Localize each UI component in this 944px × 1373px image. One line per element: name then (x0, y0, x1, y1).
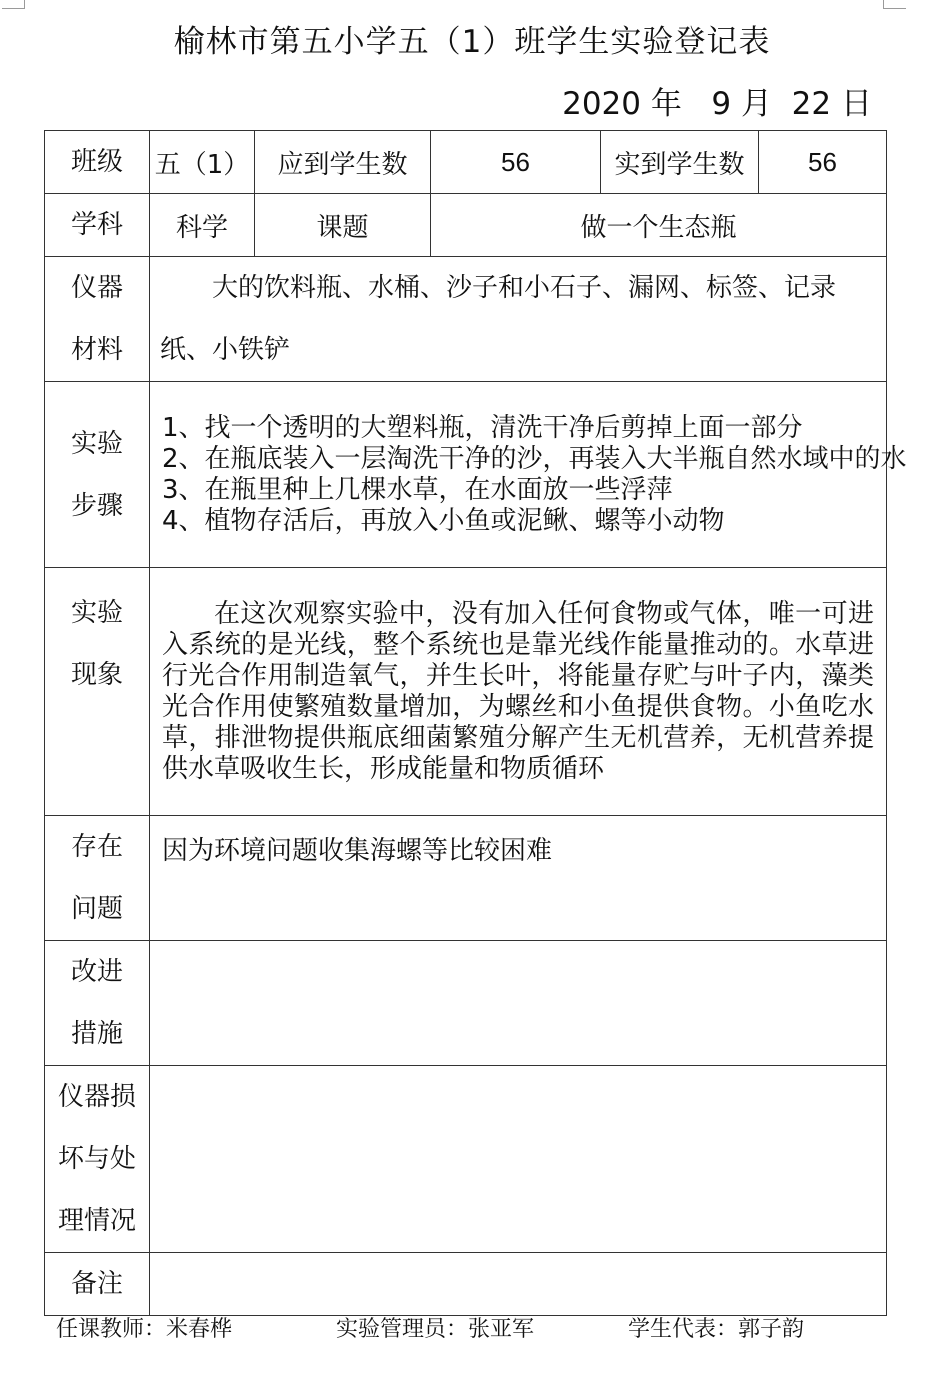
crop-mark-right (883, 0, 906, 9)
crop-mark-left (2, 0, 25, 9)
table-row-materials (45, 257, 887, 382)
materials-text: 大的饮料瓶、水桶、沙子和小石子、漏网、标签、记录纸、小铁铲 (150, 257, 887, 382)
subject-value: 科学 (150, 194, 255, 257)
step-item: 2、在瓶底装入一层淘洗干净的沙，再装入大半瓶自然水域中的水 (162, 443, 907, 474)
steps-list (150, 382, 907, 568)
expected-students-label: 应到学生数 (255, 131, 431, 194)
step-item: 4、植物存活后，再放入小鱼或泥鳅、螺等小动物 (162, 505, 725, 536)
damage-text (150, 1066, 887, 1253)
table-row-remarks (45, 1253, 887, 1316)
record-date: 2020 年 9 月 22 日 (562, 86, 872, 122)
problems-label-line2: 问题 (70, 894, 123, 924)
table-row-subject (45, 194, 887, 257)
topic-label: 课题 (255, 194, 431, 257)
expected-students-value: 56 (431, 131, 601, 194)
table-row-class (45, 131, 887, 194)
improvements-text (150, 941, 887, 1066)
topic-value: 做一个生态瓶 (431, 194, 887, 257)
improvements-label-line2: 措施 (70, 1019, 123, 1049)
actual-students-label: 实到学生数 (601, 131, 759, 194)
damage-label-line3: 理情况 (57, 1206, 136, 1236)
table-row-damage (45, 1066, 887, 1253)
improvements-label-line1: 改进 (70, 957, 123, 987)
materials-label-line2: 材料 (70, 335, 123, 365)
class-label: 班级 (45, 131, 150, 194)
actual-students-value: 56 (759, 131, 887, 194)
table-row-phenomena (45, 568, 887, 816)
steps-label-line1: 实验 (70, 428, 123, 459)
step-item: 3、在瓶里种上几棵水草，在水面放一些浮萍 (162, 474, 673, 505)
phenomena-label (45, 568, 150, 816)
remarks-text (150, 1253, 887, 1316)
table-row-steps (45, 382, 887, 568)
table-row-improvements (45, 941, 887, 1066)
experiment-record-table (44, 130, 907, 1316)
class-value: 五（1） (150, 131, 255, 194)
problems-text: 因为环境问题收集海螺等比较困难 (150, 816, 887, 941)
improvements-label (45, 941, 150, 1066)
phenomena-label-line1: 实验 (70, 598, 123, 628)
steps-label-line2: 步骤 (70, 490, 123, 521)
manager-signature: 实验管理员：张亚军 (336, 1317, 535, 1342)
problems-label (45, 816, 150, 941)
damage-label-line2: 坏与处 (57, 1144, 136, 1174)
damage-label (45, 1066, 150, 1253)
problems-label-line1: 存在 (70, 832, 123, 862)
table-row-problems (45, 816, 887, 941)
step-item: 1、找一个透明的大塑料瓶，清洗干净后剪掉上面一部分 (162, 412, 803, 443)
steps-label (45, 382, 150, 568)
subject-label: 学科 (45, 194, 150, 257)
remarks-label: 备注 (45, 1253, 150, 1316)
damage-label-line1: 仪器损 (57, 1082, 136, 1112)
student-rep-signature: 学生代表：郭子韵 (628, 1317, 805, 1342)
materials-label (45, 257, 150, 382)
materials-label-line1: 仪器 (70, 273, 123, 303)
teacher-signature: 任课教师：米春桦 (56, 1317, 233, 1342)
phenomena-label-line2: 现象 (70, 660, 123, 690)
page-title: 榆林市第五小学五（1）班学生实验登记表 (173, 24, 771, 60)
phenomena-text: 在这次观察实验中，没有加入任何食物或气体，唯一可进入系统的是光线，整个系统也是靠光线作能量推动的。水草进行光合作用制造氧气，并生长叶，将能量存贮与叶子内，藻类光合作用使繁殖数量增加，为螺丝和小鱼提供食物。小鱼吃水草，排泄物提供瓶底细菌繁殖分解产生无机营养，无机营养提供水草吸收生长，形成能量和物质循环 (150, 568, 887, 816)
